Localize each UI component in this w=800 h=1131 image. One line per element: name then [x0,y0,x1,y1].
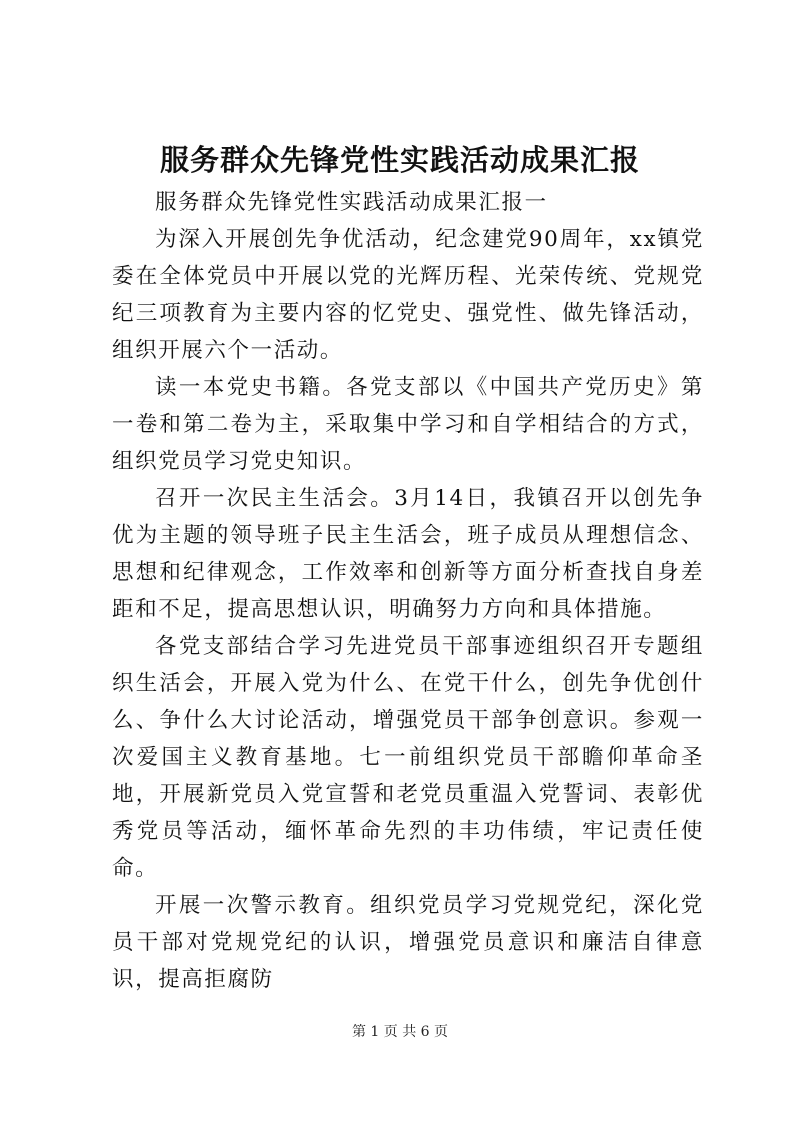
paragraph-subtitle: 服务群众先锋党性实践活动成果汇报一 [155,190,548,215]
paragraph-organization-meeting: 各党支部结合学习先进党员干部事迹组织召开专题组织生活会，开展入党为什么、在党干什么，创先争优创什么、争什么大讨论活动，增强党员干部争创意识。参观一次爱国主义教育基地。七一前组织党员干部瞻仰革命圣地，开展新党员入党宣誓和老党员重温入党誓词、表彰优秀党员等活动，缅怀革命先烈的丰功伟绩，牢记责任使命。 [112,634,704,881]
page-number-footer: 第 1 页 共 6 页 [351,1024,449,1040]
paragraph-read-history: 读一本党史书籍。各党支部以《中国共产党历史》第一卷和第二卷为主，采取集中学习和自学相结合的方式，组织党员学习党史知识。 [112,375,704,474]
document-body [112,184,704,998]
paragraph-warning-education: 开展一次警示教育。组织党员学习党规党纪，深化党员干部对党规党纪的认识，增强党员意识和廉洁自律意识，提高拒腐防 [112,893,704,992]
document-title: 服务群众先锋党性实践活动成果汇报 [159,143,640,177]
paragraph-intro: 为深入开展创先争优活动，纪念建党90周年，xx镇党委在全体党员中开展以党的光辉历程、光荣传统、党规党纪三项教育为主要内容的忆党史、强党性、做先锋活动，组织开展六个一活动。 [112,227,704,363]
paragraph-democratic-meeting: 召开一次民主生活会。3月14日，我镇召开以创先争优为主题的领导班子民主生活会，班子成员从理想信念、思想和纪律观念，工作效率和创新等方面分析查找自身差距和不足，提高思想认识，明确努力方向和具体措施。 [112,486,704,622]
